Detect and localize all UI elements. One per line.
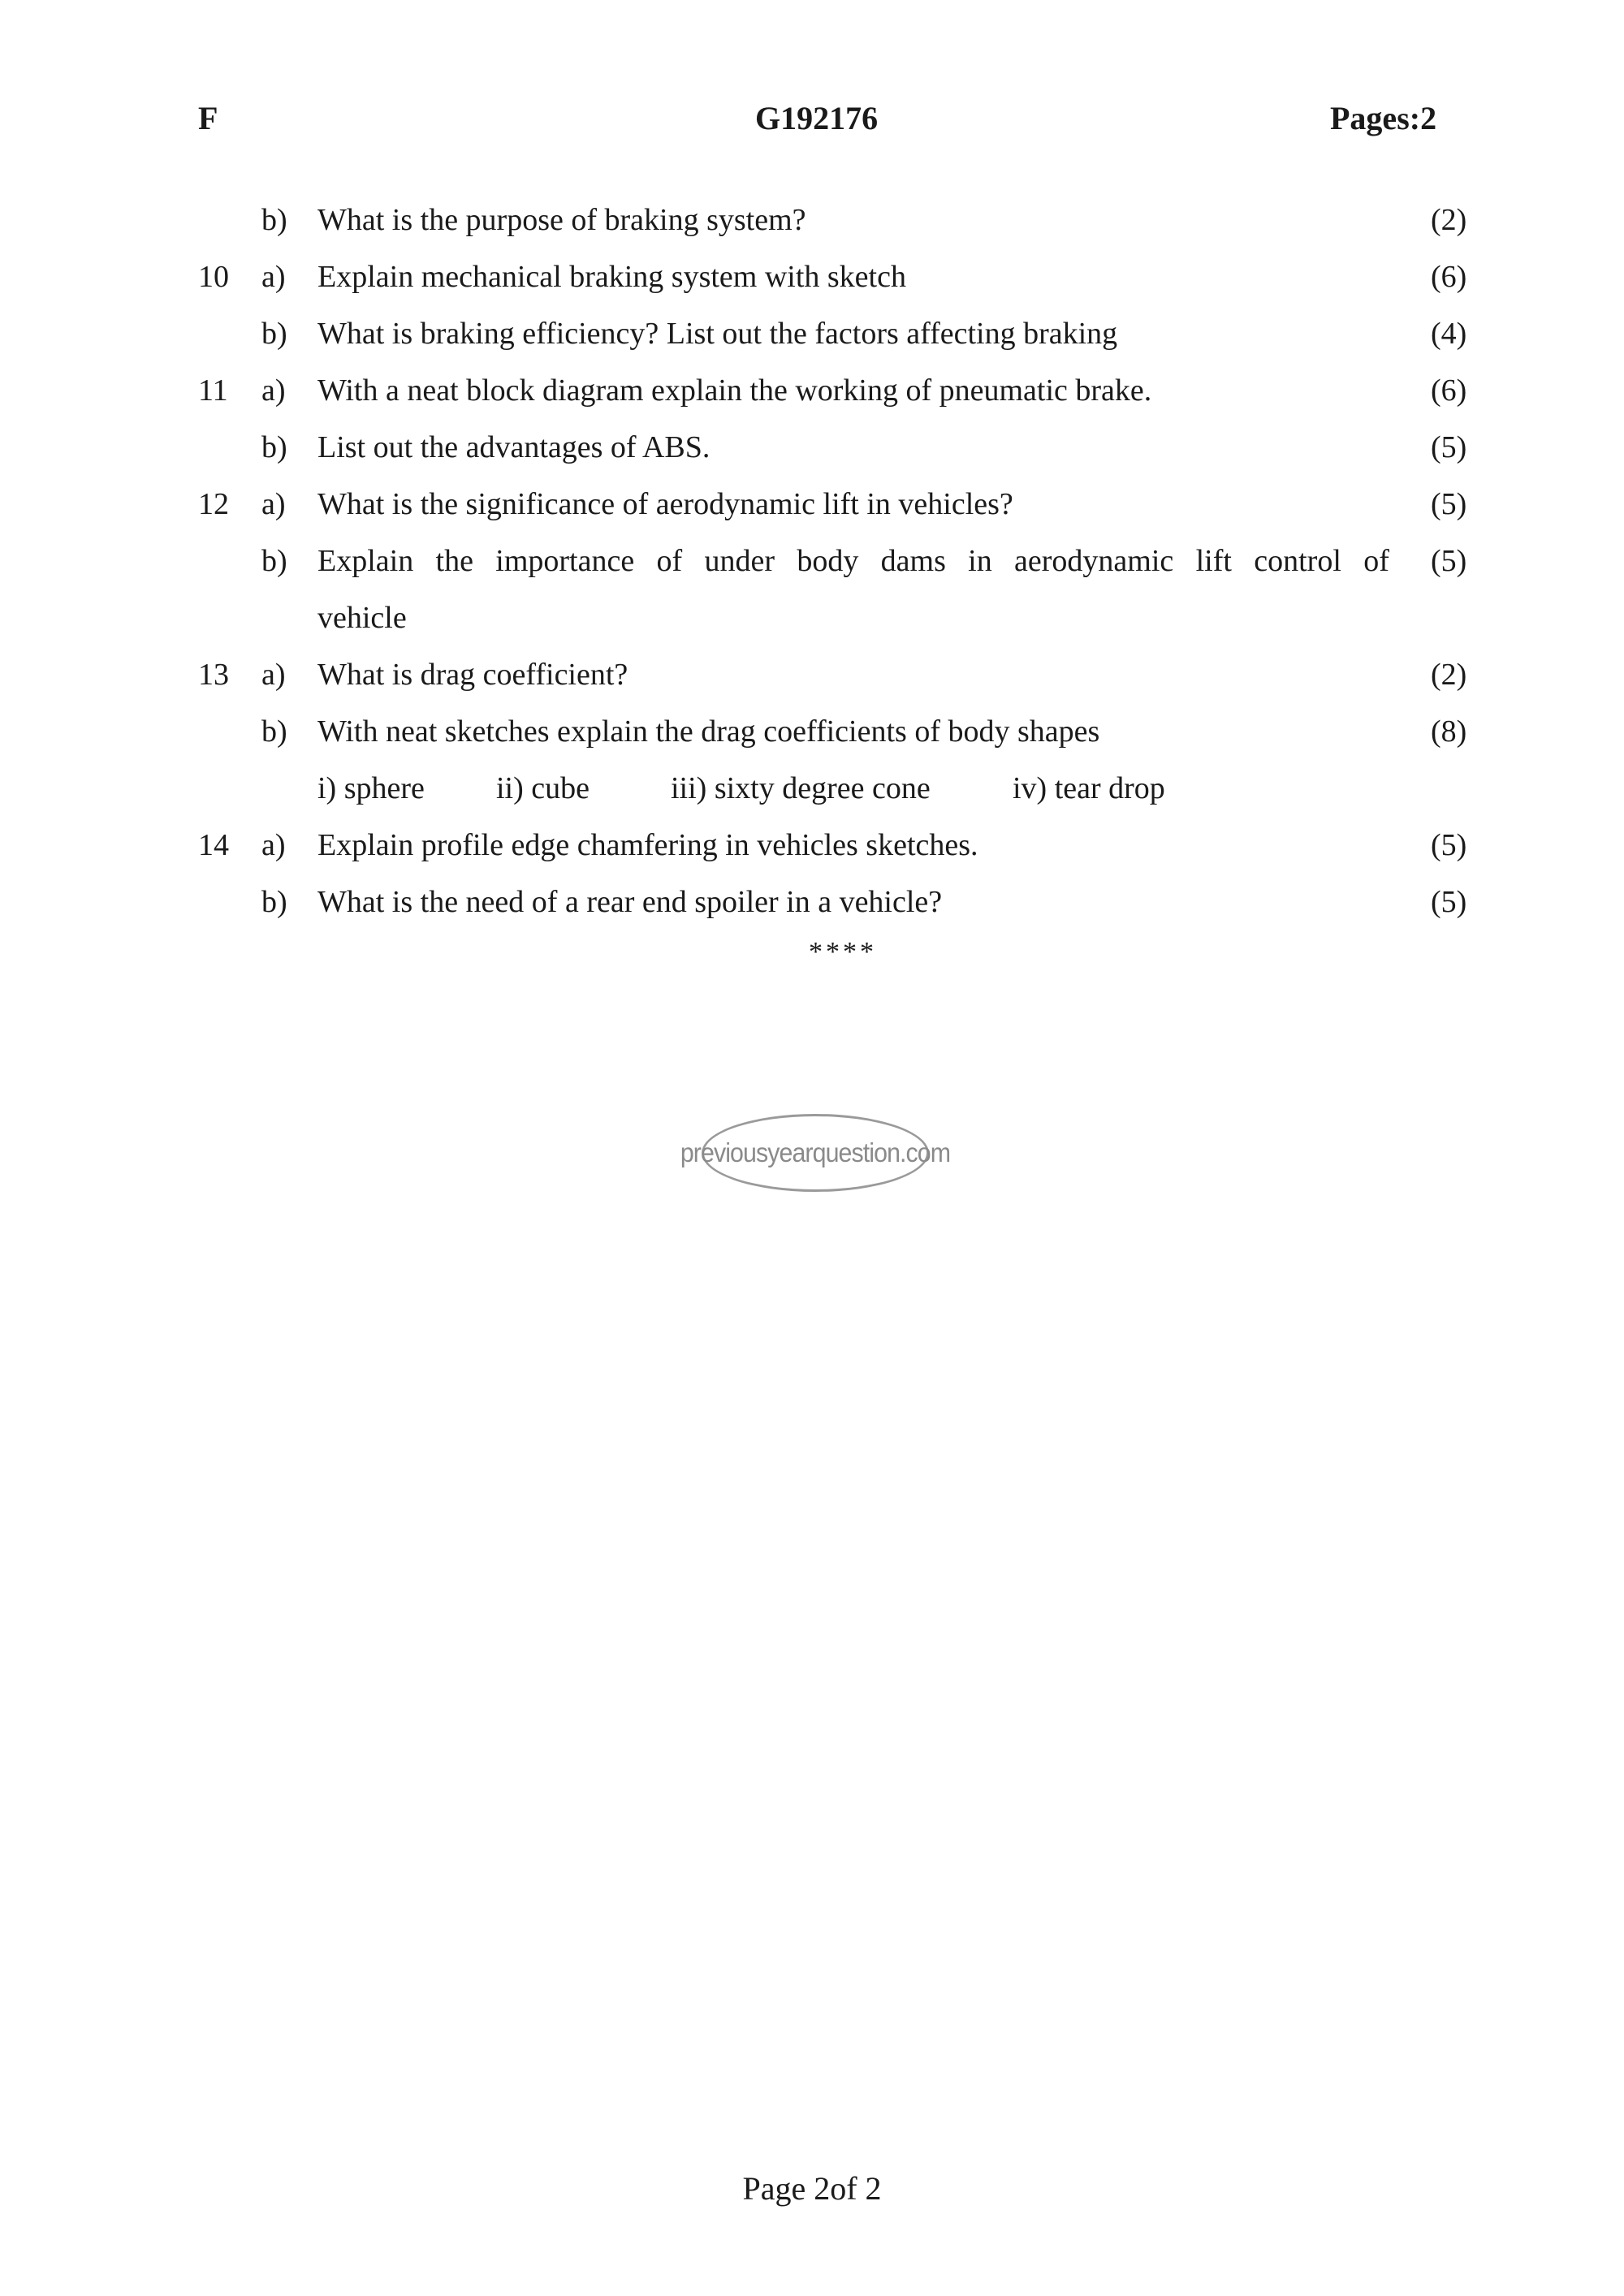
question-sub-label: a) xyxy=(261,828,286,862)
question-number: 11 xyxy=(198,373,228,408)
question-marks: (5) xyxy=(1431,430,1467,464)
justified-word: of xyxy=(1363,544,1389,578)
question-marks: (5) xyxy=(1431,487,1467,521)
question-row xyxy=(0,362,1624,419)
header-paper-code: G192176 xyxy=(755,100,879,136)
justified-word: control xyxy=(1254,544,1341,578)
question-text: What is the significance of aerodynamic lift in vehicles? xyxy=(317,487,1013,521)
question-marks: (2) xyxy=(1431,203,1467,237)
question-sub-label: a) xyxy=(261,658,286,692)
question-text: What is braking efficiency? List out the factors affecting braking xyxy=(317,317,1118,351)
end-marker: **** xyxy=(809,937,877,967)
watermark-stamp xyxy=(680,1114,951,1192)
question-text: What is the purpose of braking system? xyxy=(317,203,806,237)
question-row xyxy=(0,646,1624,703)
question-row xyxy=(0,703,1624,760)
question-number: 12 xyxy=(198,487,229,521)
header-page-count: Pages:2 xyxy=(1330,100,1437,136)
question-sub-label: a) xyxy=(261,487,286,521)
question-number: 10 xyxy=(198,260,229,294)
option-cube: ii) cube xyxy=(496,771,590,805)
question-row xyxy=(0,305,1624,362)
justified-word: importance xyxy=(495,544,635,578)
question-row xyxy=(0,817,1624,874)
question-text: What is drag coefficient? xyxy=(317,658,628,692)
justified-word: under xyxy=(704,544,775,578)
question-list xyxy=(0,192,1624,930)
justified-word: lift xyxy=(1195,544,1232,578)
question-text xyxy=(317,533,1389,589)
question-text: vehicle xyxy=(317,601,407,635)
question-row xyxy=(0,192,1624,248)
question-sub-label: a) xyxy=(261,373,286,408)
question-text: What is the need of a rear end spoiler in a vehicle? xyxy=(317,885,943,919)
question-text: With a neat block diagram explain the working of pneumatic brake. xyxy=(317,373,1152,408)
question-row xyxy=(0,248,1624,305)
question-sub-label: a) xyxy=(261,260,286,294)
justified-word: in xyxy=(968,544,992,578)
question-sub-label: b) xyxy=(261,885,287,919)
justified-word: dams xyxy=(880,544,946,578)
question-row-continuation xyxy=(0,589,1624,646)
question-number: 14 xyxy=(198,828,229,862)
question-row xyxy=(0,476,1624,533)
justified-word: Explain xyxy=(317,544,414,578)
shape-options-row xyxy=(0,760,1624,817)
question-marks: (5) xyxy=(1431,828,1467,862)
question-sub-label: b) xyxy=(261,317,287,351)
question-marks: (6) xyxy=(1431,260,1467,294)
option-cone: iii) sixty degree cone xyxy=(671,771,931,805)
justified-word: the xyxy=(435,544,473,578)
page-footer: Page 2of 2 xyxy=(742,2170,882,2207)
question-row xyxy=(0,874,1624,930)
question-text: With neat sketches explain the drag coefficients of body shapes xyxy=(317,714,1100,749)
question-sub-label: b) xyxy=(261,203,287,237)
question-sub-label: b) xyxy=(261,714,287,749)
question-sub-label: b) xyxy=(261,430,287,464)
justified-word: body xyxy=(797,544,859,578)
question-marks: (6) xyxy=(1431,373,1467,408)
question-text: List out the advantages of ABS. xyxy=(317,430,710,464)
question-marks: (2) xyxy=(1431,658,1467,692)
question-text: Explain mechanical braking system with sketch xyxy=(317,260,906,294)
question-marks: (5) xyxy=(1431,885,1467,919)
question-row xyxy=(0,533,1624,589)
question-marks: (4) xyxy=(1431,317,1467,351)
header-set-code: F xyxy=(198,100,218,136)
page-header xyxy=(0,99,1624,140)
question-sub-label: b) xyxy=(261,544,287,578)
option-sphere: i) sphere xyxy=(317,771,425,805)
question-number: 13 xyxy=(198,658,229,692)
question-marks: (5) xyxy=(1431,544,1467,578)
justified-word: of xyxy=(656,544,683,578)
question-row xyxy=(0,419,1624,476)
watermark-text: previousyearquestion.com xyxy=(680,1137,951,1167)
option-tear-drop: iv) tear drop xyxy=(1013,771,1165,805)
question-text: Explain profile edge chamfering in vehicles sketches. xyxy=(317,828,978,862)
justified-word: aerodynamic xyxy=(1014,544,1174,578)
question-marks: (8) xyxy=(1431,714,1467,749)
